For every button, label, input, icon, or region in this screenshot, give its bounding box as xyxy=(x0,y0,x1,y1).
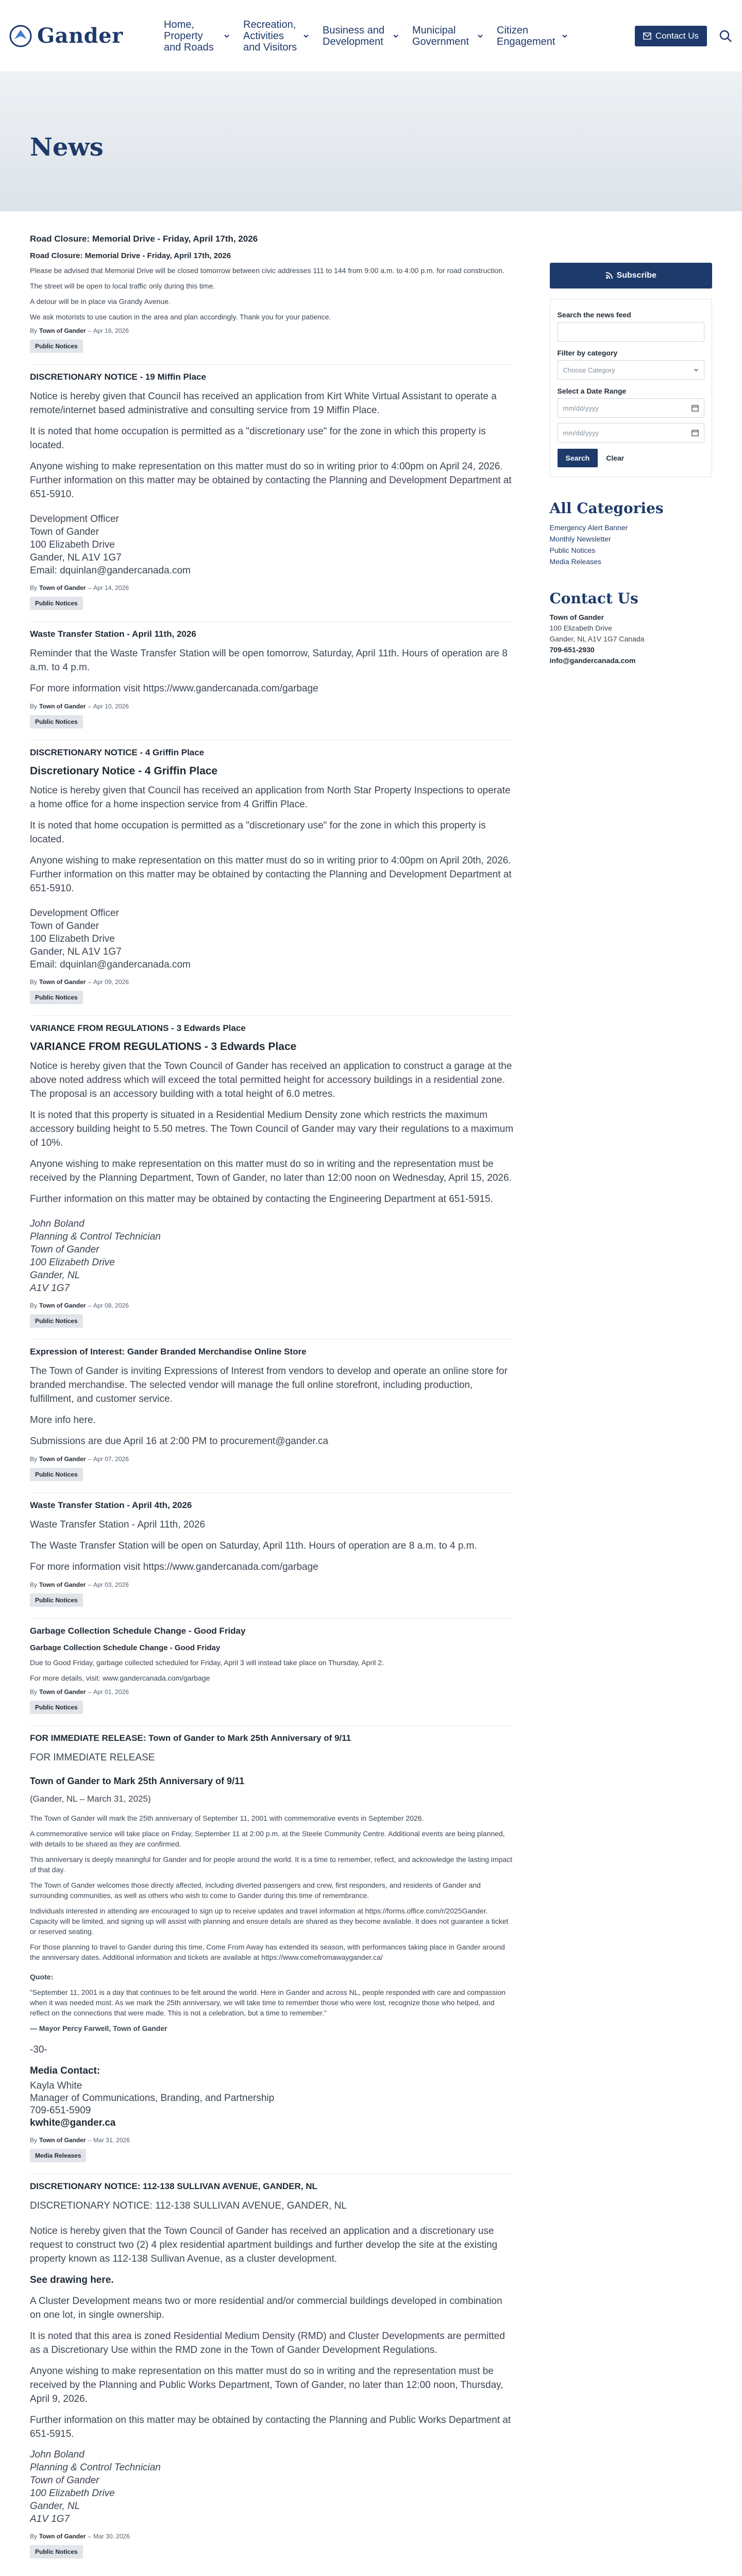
news-item-lead: DISCRETIONARY NOTICE: 112-138 SULLIVAN AVENUE, GANDER, NL xyxy=(30,2200,347,2211)
contact-line: 709-651-5909 xyxy=(30,2105,91,2116)
filter-search-button[interactable]: Search xyxy=(558,449,598,467)
news-item xyxy=(30,227,514,365)
news-item-date: Apr 10, 2026 xyxy=(93,703,129,710)
news-item-title[interactable]: Waste Transfer Station - April 4th, 2026 xyxy=(30,1500,192,1510)
address-line: Planning & Control Technician xyxy=(30,2462,161,2473)
calendar-icon xyxy=(692,404,699,412)
address-line: Planning & Control Technician xyxy=(30,1231,161,1242)
category-tag[interactable]: Public Notices xyxy=(30,1314,83,1328)
address-line: Gander, NL A1V 1G7 xyxy=(30,552,122,563)
news-item-date: Apr 07, 2026 xyxy=(93,1455,129,1463)
news-item-meta: By Town of Gander – Apr 14, 2026 xyxy=(30,584,129,591)
news-item-date: Apr 09, 2026 xyxy=(93,978,129,986)
nav-label: Recreation, Activities and Visitors xyxy=(243,19,297,53)
sidebar-contact xyxy=(550,612,713,666)
news-item-paragraph: Further information on this matter may be obtained by contacting the Planning and Public Works Department at 651-5915. xyxy=(30,2415,511,2439)
address-line: A1V 1G7 xyxy=(30,2514,70,2524)
contact-line: Kayla White xyxy=(30,2080,82,2091)
news-item-subtitle: VARIANCE FROM REGULATIONS - 3 Edwards Place xyxy=(30,1041,297,1053)
news-item-paragraph: We ask motorists to use caution in the area and plan accordingly. Thank you for your patience. xyxy=(30,313,331,321)
nav-label: Home, Property and Roads xyxy=(164,19,214,53)
address-line: Gander, NL A1V 1G7 xyxy=(30,946,122,957)
news-item-title[interactable]: FOR IMMEDIATE RELEASE: Town of Gander to Mark 25th Anniversary of 9/11 xyxy=(30,1733,351,1743)
news-item-subtitle: Town of Gander to Mark 25th Anniversary of 9/11 xyxy=(30,1776,245,1786)
contact-line: Gander, NL A1V 1G7 Canada xyxy=(549,635,645,643)
contact-phone-link[interactable]: 709-651-2930 xyxy=(549,646,595,654)
news-item-paragraph: It is noted that this area is zoned Residential Medium Density (RMD) and Cluster Developments are permitted as a Discretionary Use within the RMD zone in the Town of Gander Development Regulations. xyxy=(30,2331,505,2355)
categories-heading: All Categories xyxy=(549,500,664,517)
gander-logo-icon xyxy=(9,25,32,47)
contact-us-button[interactable] xyxy=(635,26,707,46)
category-tag[interactable]: Public Notices xyxy=(30,715,83,728)
media-contact-label: Media Contact: xyxy=(30,2065,100,2076)
contact-address xyxy=(30,907,514,971)
news-item-paragraph: Notice is hereby given that Council has received an application from Kirt White Virtual Assistant to operate a remote/internet based administrative and consulting service from 19 Miffin Place. xyxy=(30,391,497,416)
news-item-title[interactable]: Waste Transfer Station - April 11th, 2026 xyxy=(30,629,196,639)
category-link[interactable]: Public Notices xyxy=(549,546,596,554)
quote-text: "September 11, 2001 is a day that continues to be felt around the world. Here in Gander and across NL, people responded with care and compassion when it was needed most. As we mark the 25th anniversary, we will take time to remember those who were lost, recognize those who helped, and reflect on the connections that were made. This is not a celebration, but a time to remember." xyxy=(30,1988,506,2017)
search-icon[interactable] xyxy=(718,29,733,43)
mail-icon xyxy=(643,32,651,40)
news-item-date: Mar 30, 2026 xyxy=(93,2533,130,2540)
news-item-paragraph: Submissions are due April 16 at 2:00 PM to procurement@gander.ca xyxy=(30,1436,329,1447)
address-line: 100 Elizabeth Drive xyxy=(30,934,115,944)
rss-icon xyxy=(605,272,613,279)
nav-label: Business and Development xyxy=(323,24,385,47)
address-line: Development Officer xyxy=(30,908,119,919)
news-item-title[interactable]: VARIANCE FROM REGULATIONS - 3 Edwards Place xyxy=(30,1023,246,1033)
news-item-meta: By Town of Gander – Apr 03, 2026 xyxy=(30,1581,129,1588)
category-tag[interactable]: Public Notices xyxy=(30,1701,83,1714)
news-item-subtitle: Garbage Collection Schedule Change - Good Friday xyxy=(30,1643,221,1652)
date-to-placeholder: mm/dd/yyyy xyxy=(563,429,599,437)
filter-actions xyxy=(558,449,705,467)
contact-us-label: Contact Us xyxy=(655,30,699,41)
news-item-paragraph: A Cluster Development means two or more residential and/or commercial buildings developed in combination on one lot, in single ownership. xyxy=(30,2296,502,2320)
contact-email-link[interactable]: info@gandercanada.com xyxy=(549,656,636,665)
news-item-title[interactable]: DISCRETIONARY NOTICE: 112-138 SULLIVAN AVENUE, GANDER, NL xyxy=(30,2181,317,2191)
news-item xyxy=(30,1619,514,1726)
sidebar-contact-heading: Contact Us xyxy=(549,590,638,607)
news-item-author: Town of Gander xyxy=(39,584,86,591)
category-select-value: Choose Category xyxy=(563,366,615,374)
news-item-title[interactable]: DISCRETIONARY NOTICE - 19 Miffin Place xyxy=(30,372,206,382)
news-item-paragraph: Reminder that the Waste Transfer Station will be open tomorrow, Saturday, April 11th. Hours of operation are 8 a.m. to 4 p.m. xyxy=(30,648,508,673)
news-item-paragraph: This anniversary is deeply meaningful for Gander and for people around the world. It is a time to remember, reflect, and acknowledge the lasting impact of that day. xyxy=(30,1855,513,1874)
news-item-paragraph: Anyone wishing to make representation on this matter must do so in writing and the representation must be received by the Planning and Public Works Department, Town of Gander, no later than 12:00 noon, Thursday, April 9, 2026. xyxy=(30,2366,503,2404)
category-tag[interactable]: Public Notices xyxy=(30,340,83,353)
main-nav xyxy=(164,19,630,53)
news-item-paragraph: It is noted that this property is situated in a Residential Medium Density zone which restricts the maximum accessory building height to 5.50 metres. The Town Council of Gander may vary their regulations to a maximum of 10%. xyxy=(30,1110,514,1148)
news-item xyxy=(30,2174,514,2570)
contact-address xyxy=(30,513,514,577)
chevron-down-icon xyxy=(477,33,483,39)
nav-item-municipal-government[interactable] xyxy=(412,25,483,47)
chevron-down-icon xyxy=(694,367,699,372)
address-line: Town of Gander xyxy=(30,2475,99,2486)
nav-label: Municipal Government xyxy=(412,24,469,47)
content-container xyxy=(0,211,742,2576)
news-item-author: Town of Gander xyxy=(39,2137,86,2144)
address-line: John Boland xyxy=(30,1218,85,1229)
news-filter xyxy=(550,299,713,477)
news-item-paragraph: For more information visit https://www.gandercanada.com/garbage xyxy=(30,1562,318,1572)
nav-item-citizen-engagement[interactable] xyxy=(497,25,568,47)
end-marker: -30- xyxy=(30,2044,47,2055)
quote-label: Quote: xyxy=(30,1973,54,1981)
site-logo[interactable] xyxy=(9,24,164,48)
nav-item-business[interactable] xyxy=(323,25,399,47)
news-item-date: Mar 31, 2026 xyxy=(93,2137,130,2144)
news-item-author: Town of Gander xyxy=(39,327,86,334)
news-item-paragraph: A detour will be in place via Grandy Avenue. xyxy=(30,297,171,306)
news-item-meta: By Town of Gander – Apr 16, 2026 xyxy=(30,327,129,334)
news-item-title[interactable]: Garbage Collection Schedule Change - Good Friday xyxy=(30,1626,246,1636)
quote-attribution: — Mayor Percy Farwell, Town of Gander xyxy=(30,2024,167,2032)
chevron-down-icon xyxy=(224,33,230,39)
date-from-input[interactable] xyxy=(558,398,705,418)
news-item-meta: By Town of Gander – Mar 31, 2026 xyxy=(30,2137,130,2144)
news-item-paragraph: Anyone wishing to make representation on this matter must do so in writing and the representation must be received by the Planning Department, Town of Gander, no later than 12:00 noon on Wednesday, April 15, 2026. xyxy=(30,1159,512,1183)
news-item-paragraph: Waste Transfer Station - April 11th, 2026 xyxy=(30,1519,206,1530)
address-line: 100 Elizabeth Drive xyxy=(30,539,115,550)
contact-address xyxy=(30,2448,514,2526)
news-item-meta: By Town of Gander – Apr 07, 2026 xyxy=(30,1455,129,1463)
news-item-paragraph: A commemorative service will take place on Friday, September 11 at 2:00 p.m. at the Steele Community Centre. Additional events are being planned, with details to be shared as they are confirmed. xyxy=(30,1829,505,1848)
news-item-paragraph: The Waste Transfer Station will be open on Saturday, April 11th. Hours of operation are 8 a.m. to 4 p.m. xyxy=(30,1540,477,1551)
search-label: Search the news feed xyxy=(557,311,631,319)
category-tag[interactable]: Public Notices xyxy=(30,991,83,1004)
news-item-meta: By Town of Gander – Apr 01, 2026 xyxy=(30,1688,129,1696)
address-line: 100 Elizabeth Drive xyxy=(30,1257,115,1268)
page-hero xyxy=(0,72,742,211)
filter-clear-button[interactable]: Clear xyxy=(606,454,625,462)
address-line: 100 Elizabeth Drive xyxy=(30,2488,115,2499)
category-tag[interactable]: Public Notices xyxy=(30,2545,83,2558)
news-item-paragraph: The Town of Gander will mark the 25th anniversary of September 11, 2001 with commemorative events in September 2026. xyxy=(30,1814,424,1822)
news-item-paragraph: The street will be open to local traffic only during this time. xyxy=(30,282,215,290)
news-item-paragraph: Notice is hereby given that Council has received an application from North Star Property Inspections to operate a home office for a home inspection service from 4 Griffin Place. xyxy=(30,785,511,810)
news-item-date: Apr 14, 2026 xyxy=(93,584,129,591)
news-item-meta: By Town of Gander – Apr 09, 2026 xyxy=(30,978,129,986)
address-line: Gander, NL xyxy=(30,1270,80,1281)
news-item-author: Town of Gander xyxy=(39,1302,86,1309)
news-item-author: Town of Gander xyxy=(39,703,86,710)
news-item-paragraph: It is noted that home occupation is permitted as a "discretionary use" for the zone in which this property is located. xyxy=(30,426,486,451)
news-item-meta: By Town of Gander – Apr 10, 2026 xyxy=(30,703,129,710)
news-item-paragraph: For more details, visit: www.gandercanada.com/garbage xyxy=(30,1674,210,1682)
address-line: Email: dquinlan@gandercanada.com xyxy=(30,959,191,970)
address-line: Town of Gander xyxy=(30,527,99,537)
address-line: John Boland xyxy=(30,2449,85,2460)
category-label: Filter by category xyxy=(557,349,618,357)
chevron-down-icon xyxy=(393,33,399,39)
contact-email-link[interactable]: kwhite@gander.ca xyxy=(30,2117,116,2128)
address-line: Town of Gander xyxy=(30,921,99,931)
news-item-date: Apr 16, 2026 xyxy=(93,327,129,334)
news-item-title[interactable]: Expression of Interest: Gander Branded Merchandise Online Store xyxy=(30,1347,307,1357)
news-item-paragraph: Notice is hereby given that the Town Council of Gander has received an application to construct a garage at the above noted address which will exceed the total permitted height for accessory buildings in a residential zone. The proposal is an accessory building with a total height of 6.0 metres. xyxy=(30,1061,512,1099)
category-tag[interactable]: Public Notices xyxy=(30,1594,83,1607)
news-item xyxy=(30,365,514,622)
calendar-icon xyxy=(692,429,699,436)
news-item-paragraph: Please be advised that Memorial Drive will be closed tomorrow between civic addresses 111 to 144 from 9:00 a.m. to 4:00 p.m. for road construction. xyxy=(30,266,504,275)
news-item-author: Town of Gander xyxy=(39,1455,86,1463)
media-contact xyxy=(30,2080,514,2129)
news-item-paragraph: Individuals interested in attending are encouraged to sign up to receive updates and travel information at https://forms.office.com/r/2025Gander. Capacity will be limited, and signing up will assist with planning and ensure details are shared as they become available. It does not guarantee a ticket or reserved seating. xyxy=(30,1907,509,1936)
news-item-subtitle: Discretionary Notice - 4 Griffin Place xyxy=(30,765,218,777)
news-item-date: Apr 03, 2026 xyxy=(93,1581,129,1588)
rss-subscribe-button[interactable] xyxy=(550,263,713,289)
news-item-subtitle: Road Closure: Memorial Drive - Friday, April 17th, 2026 xyxy=(30,251,231,260)
news-item-paragraph: Anyone wishing to make representation on this matter must do so in writing prior to 4:00pm on April 20th, 2026. Further information on this matter may be obtained by contacting the Planning and Development Department at 651-5910. xyxy=(30,855,512,894)
news-item-paragraph: Anyone wishing to make representation on this matter must do so in writing prior to 4:00pm on April 24, 2026. Further information on this matter may be obtained by contacting the Planning and Development Department at 651-5910. xyxy=(30,461,512,500)
news-item-date: Apr 08, 2026 xyxy=(93,1302,129,1309)
nav-item-home-property-roads[interactable] xyxy=(164,19,230,53)
search-input[interactable] xyxy=(558,322,705,342)
news-item xyxy=(30,1493,514,1619)
address-line: Town of Gander xyxy=(30,1244,99,1255)
news-item-paragraph: Further information on this matter may be obtained by contacting the Engineering Department at 651-5915. xyxy=(30,1194,493,1205)
category-tag[interactable]: Public Notices xyxy=(30,1468,83,1481)
date-from-placeholder: mm/dd/yyyy xyxy=(563,404,599,412)
news-item-author: Town of Gander xyxy=(39,1581,86,1588)
news-item-paragraph: It is noted that home occupation is permitted as a "discretionary use" for the zone in which this property is located. xyxy=(30,820,486,845)
news-item-paragraph: For more information visit https://www.gandercanada.com/garbage xyxy=(30,683,318,694)
nav-label: Citizen Engagement xyxy=(497,24,555,47)
chevron-down-icon xyxy=(562,33,568,39)
news-item-meta: By Town of Gander – Mar 30, 2026 xyxy=(30,2533,130,2540)
category-link[interactable]: Monthly Newsletter xyxy=(549,535,611,543)
contact-line: 100 Elizabeth Drive xyxy=(549,624,612,632)
news-item-title[interactable]: DISCRETIONARY NOTICE - 4 Griffin Place xyxy=(30,748,205,757)
drawing-link[interactable]: See drawing here. xyxy=(30,2275,114,2285)
category-link[interactable]: Emergency Alert Banner xyxy=(549,523,628,532)
news-item-lead: FOR IMMEDIATE RELEASE xyxy=(30,1752,155,1763)
contact-org: Town of Gander xyxy=(549,613,604,621)
news-item-author: Town of Gander xyxy=(39,2533,86,2540)
news-item-title[interactable]: Road Closure: Memorial Drive - Friday, April 17th, 2026 xyxy=(30,234,258,244)
news-item xyxy=(30,1016,514,1340)
category-list xyxy=(550,522,713,567)
category-link[interactable]: Media Releases xyxy=(549,557,601,566)
address-line: Email: dquinlan@gandercanada.com xyxy=(30,565,191,576)
address-line: Development Officer xyxy=(30,514,119,524)
news-item-paragraph: The Town of Gander welcomes those directly affected, including diverted passengers and crew, first responders, and residents of Gander and surrounding communities, as well as others who wish to come to Gander during this time of remembrance. xyxy=(30,1881,481,1900)
contact-line: Manager of Communications, Branding, and Partnership xyxy=(30,2093,275,2104)
news-item-dateline: (Gander, NL – March 31, 2025) xyxy=(30,1794,151,1804)
date-range-label: Select a Date Range xyxy=(557,387,627,395)
page-title: News xyxy=(30,133,104,162)
category-tag[interactable]: Public Notices xyxy=(30,597,83,610)
category-select[interactable] xyxy=(558,360,705,380)
news-item-paragraph: For those planning to travel to Gander during this time, Come From Away has extended its season, with performances taking place in Gander around the anniversary dates. Additional information and tickets are available at https://www.comefromawaygander.ca/ xyxy=(30,1943,505,1961)
news-item-author: Town of Gander xyxy=(39,1688,86,1696)
news-item-paragraph: Notice is hereby given that the Town Council of Gander has received an application and a discretionary use request to construct two (2) 4 plex residential apartment buildings and further develop the site at the existing property known as 112-138 Sullivan Avenue, as a cluster development. xyxy=(30,2226,498,2264)
logo-text: Gander xyxy=(37,24,123,48)
news-item-paragraph: The Town of Gander is inviting Expressions of Interest from vendors to develop and operate an online store for branded merchandise. The selected vendor will manage the full online storefront, including production, fulfillment, and customer service. xyxy=(30,1366,508,1404)
news-item-paragraph: Due to Good Friday, garbage collected scheduled for Friday, April 3 will instead take place on Thursday, April 2. xyxy=(30,1658,384,1667)
date-to-input[interactable] xyxy=(558,423,705,443)
news-list xyxy=(30,211,514,2576)
address-line: Gander, NL xyxy=(30,2501,80,2512)
news-item-author: Town of Gander xyxy=(39,978,86,986)
news-item xyxy=(30,1340,514,1493)
news-item xyxy=(30,740,514,1016)
news-item-meta: By Town of Gander – Apr 08, 2026 xyxy=(30,1302,129,1309)
site-header xyxy=(0,0,742,72)
news-item-date: Apr 01, 2026 xyxy=(93,1688,129,1696)
rss-subscribe-label: Subscribe xyxy=(616,271,656,280)
news-item xyxy=(30,1726,514,2174)
category-tag[interactable]: Media Releases xyxy=(30,2149,86,2162)
news-item xyxy=(30,622,514,740)
contact-address xyxy=(30,1217,514,1295)
more-info-link[interactable]: More info here. xyxy=(30,1415,96,1426)
sidebar xyxy=(550,211,713,2576)
address-line: A1V 1G7 xyxy=(30,1283,70,1294)
nav-item-recreation[interactable] xyxy=(243,19,309,53)
chevron-down-icon xyxy=(303,33,309,39)
pagination xyxy=(30,2570,514,2576)
